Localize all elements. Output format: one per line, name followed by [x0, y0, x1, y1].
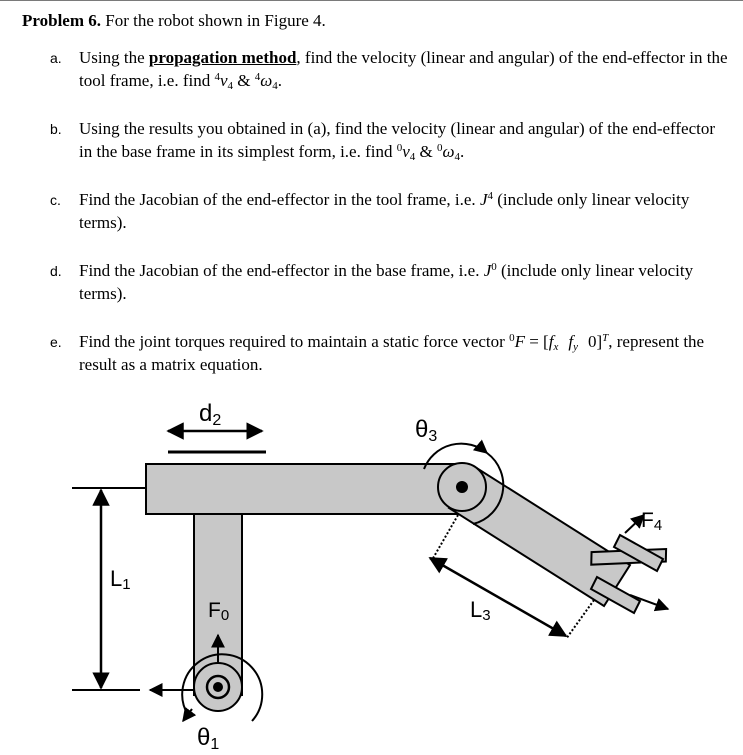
problem-label: Problem 6.	[22, 11, 102, 30]
item-text: , represent the result as a matrix equation.	[79, 332, 705, 374]
math-subscript: 4	[272, 80, 278, 92]
label-l1: L1	[110, 566, 131, 593]
math-symbol: 0	[587, 332, 597, 351]
math-symbol: ω	[260, 71, 273, 90]
label-f4: F4	[641, 509, 663, 534]
math-symbol: F	[514, 332, 525, 351]
math-superscript: 4	[487, 190, 493, 202]
math-subscript: 4	[227, 80, 234, 92]
item-text: Find the joint torques required to maintain a static force vector	[79, 332, 510, 351]
item-marker: e.	[50, 334, 62, 350]
math-symbol: f	[568, 332, 574, 351]
math-superscript: 4	[254, 71, 261, 83]
math-symbol: f	[548, 332, 554, 351]
math-superscript: 0	[437, 142, 443, 154]
math-superscript: 0	[491, 261, 497, 273]
math-superscript: T	[602, 332, 609, 344]
item-text: , find the velocity (linear and angular) of the end-effector in the tool frame, i.e. find	[79, 48, 728, 90]
problem-text: For the robot shown in Figure 4.	[101, 11, 326, 30]
item-text: Using the	[79, 48, 149, 67]
item-text: (include only linear velocity terms).	[79, 190, 690, 232]
math-superscript: 0	[509, 332, 515, 344]
joint-3-pin	[456, 481, 468, 493]
math-operator: ]	[596, 332, 603, 351]
math-symbol: ω	[442, 142, 455, 161]
math-symbol: v	[220, 71, 228, 90]
horizontal-link	[146, 464, 462, 514]
math-subscript: x	[553, 341, 559, 353]
item-body	[79, 259, 730, 305]
math-operator: .	[277, 71, 283, 90]
l3-extension-bottom	[566, 600, 594, 639]
top-rule	[0, 0, 743, 1]
math-symbol: J	[483, 261, 492, 280]
item-marker: d.	[50, 263, 62, 279]
math-operator: &	[415, 142, 438, 161]
math-operator: = [	[524, 332, 549, 351]
item-marker: b.	[50, 121, 62, 137]
math-subscript: 4	[454, 151, 461, 163]
label-theta1: θ1	[197, 724, 220, 753]
label-theta3: θ3	[415, 416, 438, 445]
l3-extension-top	[432, 515, 458, 560]
math-symbol: J	[479, 190, 488, 209]
label-f0: F0	[208, 599, 230, 624]
math-subscript: y	[573, 341, 578, 353]
label-l3: L3	[470, 597, 491, 624]
problem-heading	[22, 10, 326, 32]
item-text: Find the Jacobian of the end-effector in the base frame, i.e.	[79, 261, 484, 280]
item-body	[79, 46, 730, 92]
robot-figure	[0, 385, 743, 755]
item-body	[79, 330, 730, 376]
joint-1-pin	[213, 682, 223, 692]
math-superscript: 0	[396, 142, 403, 154]
item-marker: a.	[50, 50, 62, 66]
item-body	[79, 117, 730, 163]
item-marker: c.	[50, 192, 61, 208]
item-text: Find the Jacobian of the end-effector in the tool frame, i.e.	[79, 190, 480, 209]
item-body	[79, 188, 730, 234]
theta1-arrowhead	[183, 709, 192, 721]
math-subscript: 4	[409, 151, 416, 163]
item-text: (include only linear velocity terms).	[79, 261, 694, 303]
math-operator: &	[233, 71, 255, 90]
math-superscript: 4	[214, 71, 220, 83]
math-operator: .	[460, 142, 465, 161]
label-d2: d2	[199, 400, 222, 429]
item-text: Using the results you obtained in (a), find the velocity (linear and angular) of the end-effector in the base frame in its simplest form, i.e. find	[79, 119, 716, 161]
emphasis-text: propagation method	[148, 48, 297, 67]
math-symbol: v	[402, 142, 410, 161]
